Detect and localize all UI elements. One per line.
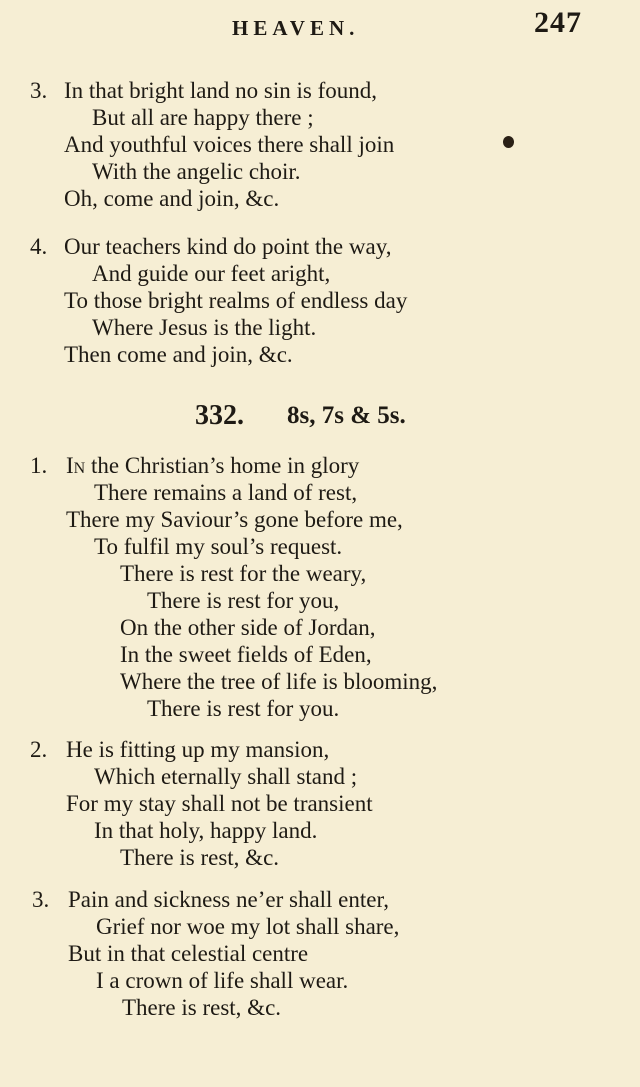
chorus-line: There is rest for you. [147, 696, 340, 721]
verse-line [66, 452, 359, 479]
verse-line: Pain and sickness ne’er shall enter, [68, 887, 389, 912]
verse-line: There remains a land of rest, [94, 480, 358, 505]
stanza-number: 1. [30, 453, 48, 478]
verse-line-rest: the Christian’s home in glory [85, 453, 360, 478]
chorus-line: There is rest, &c. [122, 995, 282, 1020]
verse-line: Where Jesus is the light. [92, 315, 317, 340]
chorus-line: There is rest, &c. [120, 845, 280, 870]
verse-line: In that holy, happy land. [94, 818, 318, 843]
page-number: 247 [534, 6, 582, 39]
stanza-number: 3. [30, 78, 48, 103]
verse-line: But in that celestial centre [68, 941, 309, 966]
chorus-line: On the other side of Jordan, [120, 615, 376, 640]
stanza-number: 4. [30, 234, 48, 259]
verse-line: He is fitting up my mansion, [66, 737, 330, 762]
verse-line: With the angelic choir. [92, 159, 301, 184]
chorus-line: There is rest for the weary, [120, 561, 367, 586]
verse-line: For my stay shall not be transient [66, 791, 373, 816]
verse-line: There my Saviour’s gone before me, [66, 507, 403, 532]
verse-line: Then come and join, &c. [64, 342, 293, 367]
verse-line: Oh, come and join, &c. [64, 186, 280, 211]
verse-line: And guide our feet aright, [92, 261, 331, 286]
verse-line: And youthful voices there shall join [64, 132, 395, 157]
verse-line: Grief nor woe my lot shall share, [96, 914, 400, 939]
hymn-number: 332. [195, 400, 244, 431]
stanza-number: 3. [32, 887, 50, 912]
ink-spot [503, 136, 514, 148]
verse-line: In that bright land no sin is found, [64, 78, 378, 103]
verse-line: To fulfil my soul’s request. [94, 534, 343, 559]
verse-line: I a crown of life shall wear. [96, 968, 349, 993]
running-title: HEAVEN. [232, 16, 360, 40]
verse-line: Which eternally shall stand ; [94, 764, 358, 789]
chorus-line: There is rest for you, [147, 588, 340, 613]
verse-line: To those bright realms of endless day [64, 288, 408, 313]
verse-line: Our teachers kind do point the way, [64, 234, 392, 259]
drop-word: In [66, 453, 86, 478]
hymn-meter: 8s, 7s & 5s. [287, 402, 406, 429]
verse-line: But all are happy there ; [92, 105, 314, 130]
chorus-line: In the sweet fields of Eden, [120, 642, 372, 667]
stanza-number: 2. [30, 737, 48, 762]
chorus-line: Where the tree of life is blooming, [120, 669, 438, 694]
